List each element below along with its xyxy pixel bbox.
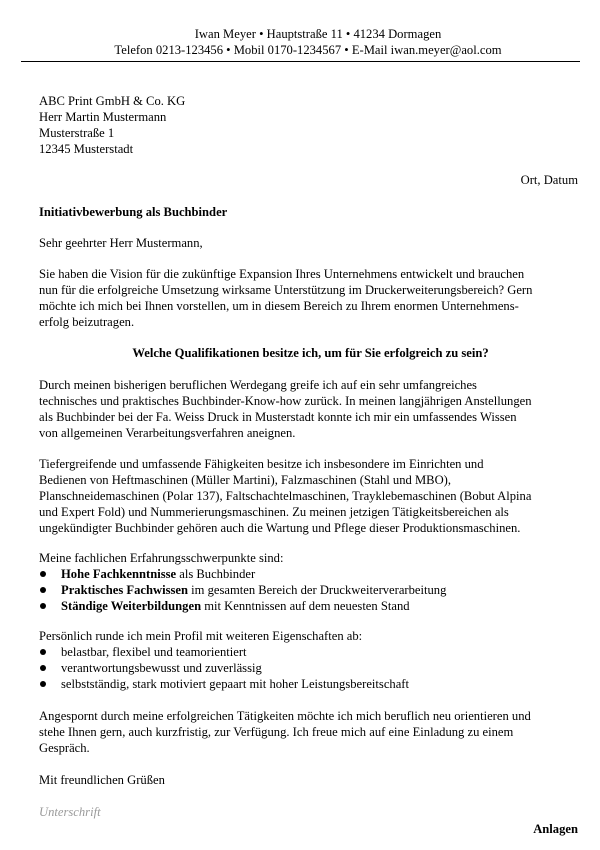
- bullet-icon: [40, 665, 46, 671]
- attachments-label: Anlagen: [533, 822, 578, 836]
- bullet-icon: [40, 587, 46, 593]
- experience-paragraph: [39, 377, 582, 441]
- text-line: nun für die erfolgreiche Umsetzung wirksame Unterstützung im Druckerweiterungsbereich? Gern: [39, 283, 533, 297]
- traits-intro: Persönlich runde ich mein Profil mit weiteren Eigenschaften ab:: [39, 629, 363, 643]
- focus-item-text: im gesamten Bereich der Druckweiterverarbeitung: [187, 583, 447, 597]
- text-line: Gespräch.: [39, 741, 90, 755]
- text-line: möchte ich mich bei Ihnen vorstellen, um in diesem Bereich zu Ihrem enormen Unternehmens-: [39, 299, 519, 313]
- focus-intro: Meine fachlichen Erfahrungsschwerpunkte sind:: [39, 551, 284, 565]
- text-line: stehe Ihnen gern, auch kurzfristig, zur Verfügung. Ich freue mich auf eine Einladung zu einem: [39, 725, 514, 739]
- intro-paragraph: [39, 266, 582, 330]
- focus-list: [39, 566, 446, 614]
- focus-item-bold: Ständige Weiterbildungen: [61, 599, 202, 613]
- sender-address: Iwan Meyer • Hauptstraße 11 • 41234 Dormagen: [194, 27, 442, 41]
- skills-paragraph: [39, 456, 582, 536]
- bullet-icon: [40, 649, 46, 655]
- subject-line: Initiativbewerbung als Buchbinder: [39, 205, 228, 219]
- recipient-address: [39, 93, 185, 157]
- text-line: Durch meinen bisherigen beruflichen Werdegang greife ich auf ein sehr umfangreiches: [39, 378, 477, 392]
- focus-item-text: als Buchbinder: [176, 567, 256, 581]
- traits-list: [39, 644, 409, 692]
- text-line: von allgemeinen Verarbeitungsverfahren aneignen.: [39, 426, 296, 440]
- focus-item-bold: Praktisches Fachwissen: [61, 583, 188, 597]
- focus-item-bold: Hohe Fachkenntnisse: [61, 567, 177, 581]
- signature-placeholder: Unterschrift: [39, 805, 101, 819]
- list-item: [39, 566, 446, 582]
- text-line: Bedienen von Heftmaschinen (Müller Martini), Falzmaschinen (Stahl und MBO),: [39, 473, 452, 487]
- closing-paragraph: [39, 708, 582, 756]
- bullet-icon: [40, 603, 46, 609]
- recipient-street: Musterstraße 1: [39, 126, 115, 140]
- text-line: ungekündigter Buchbinder gehören auch die Wartung und Pflege dieser Produktionsmaschinen.: [39, 521, 521, 535]
- recipient-company: ABC Print GmbH & Co. KG: [39, 94, 186, 108]
- text-line: Planschneidemaschinen (Polar 137), Faltschachtelmaschinen, Trayklebemaschinen (Bobut Alpina: [39, 489, 532, 503]
- recipient-name: Herr Martin Mustermann: [39, 110, 167, 124]
- place-date: Ort, Datum: [520, 173, 578, 187]
- trait-text: selbstständig, stark motiviert gepaart mit hoher Leistungsbereitschaft: [61, 677, 409, 691]
- sender-contact: Telefon 0213-123456 • Mobil 0170-1234567 • E-Mail iwan.meyer@aol.com: [114, 43, 502, 57]
- list-item: [39, 582, 446, 598]
- text-line: als Buchbinder bei der Fa. Weiss Druck in Musterstadt konnte ich mir ein umfassendes Wissen: [39, 410, 517, 424]
- recipient-city: 12345 Musterstadt: [39, 142, 134, 156]
- text-line: erfolg beizutragen.: [39, 315, 135, 329]
- bullet-icon: [40, 681, 46, 687]
- bullet-icon: [40, 571, 46, 577]
- salutation: Sehr geehrter Herr Mustermann,: [39, 236, 203, 250]
- text-line: technisches und praktisches Buchbinder-Know-how zurück. In meinen langjährigen Anstellungen: [39, 394, 532, 408]
- list-item: [39, 598, 446, 614]
- trait-text: verantwortungsbewusst und zuverlässig: [61, 661, 262, 675]
- header-divider: [21, 61, 580, 62]
- text-line: Tiefergreifende und umfassende Fähigkeiten besitze ich insbesondere im Einrichten und: [39, 457, 484, 471]
- list-item: [39, 676, 409, 692]
- section-heading: Welche Qualifikationen besitze ich, um für Sie erfolgreich zu sein?: [132, 346, 489, 360]
- text-line: Sie haben die Vision für die zukünftige Expansion Ihres Unternehmens entwickelt und brauchen: [39, 267, 525, 281]
- trait-text: belastbar, flexibel und teamorientiert: [61, 645, 247, 659]
- focus-item-text: mit Kenntnissen auf dem neuesten Stand: [201, 599, 410, 613]
- closing-phrase: Mit freundlichen Grüßen: [39, 773, 165, 787]
- letterhead: [0, 26, 600, 58]
- list-item: [39, 644, 409, 660]
- text-line: und Expert Fold) und Nummerierungsmaschinen. Zu meinen jetzigen Tätigkeitsbereichen als: [39, 505, 509, 519]
- list-item: [39, 660, 409, 676]
- text-line: Angespornt durch meine erfolgreichen Tätigkeiten möchte ich mich beruflich neu orientieren und: [39, 709, 531, 723]
